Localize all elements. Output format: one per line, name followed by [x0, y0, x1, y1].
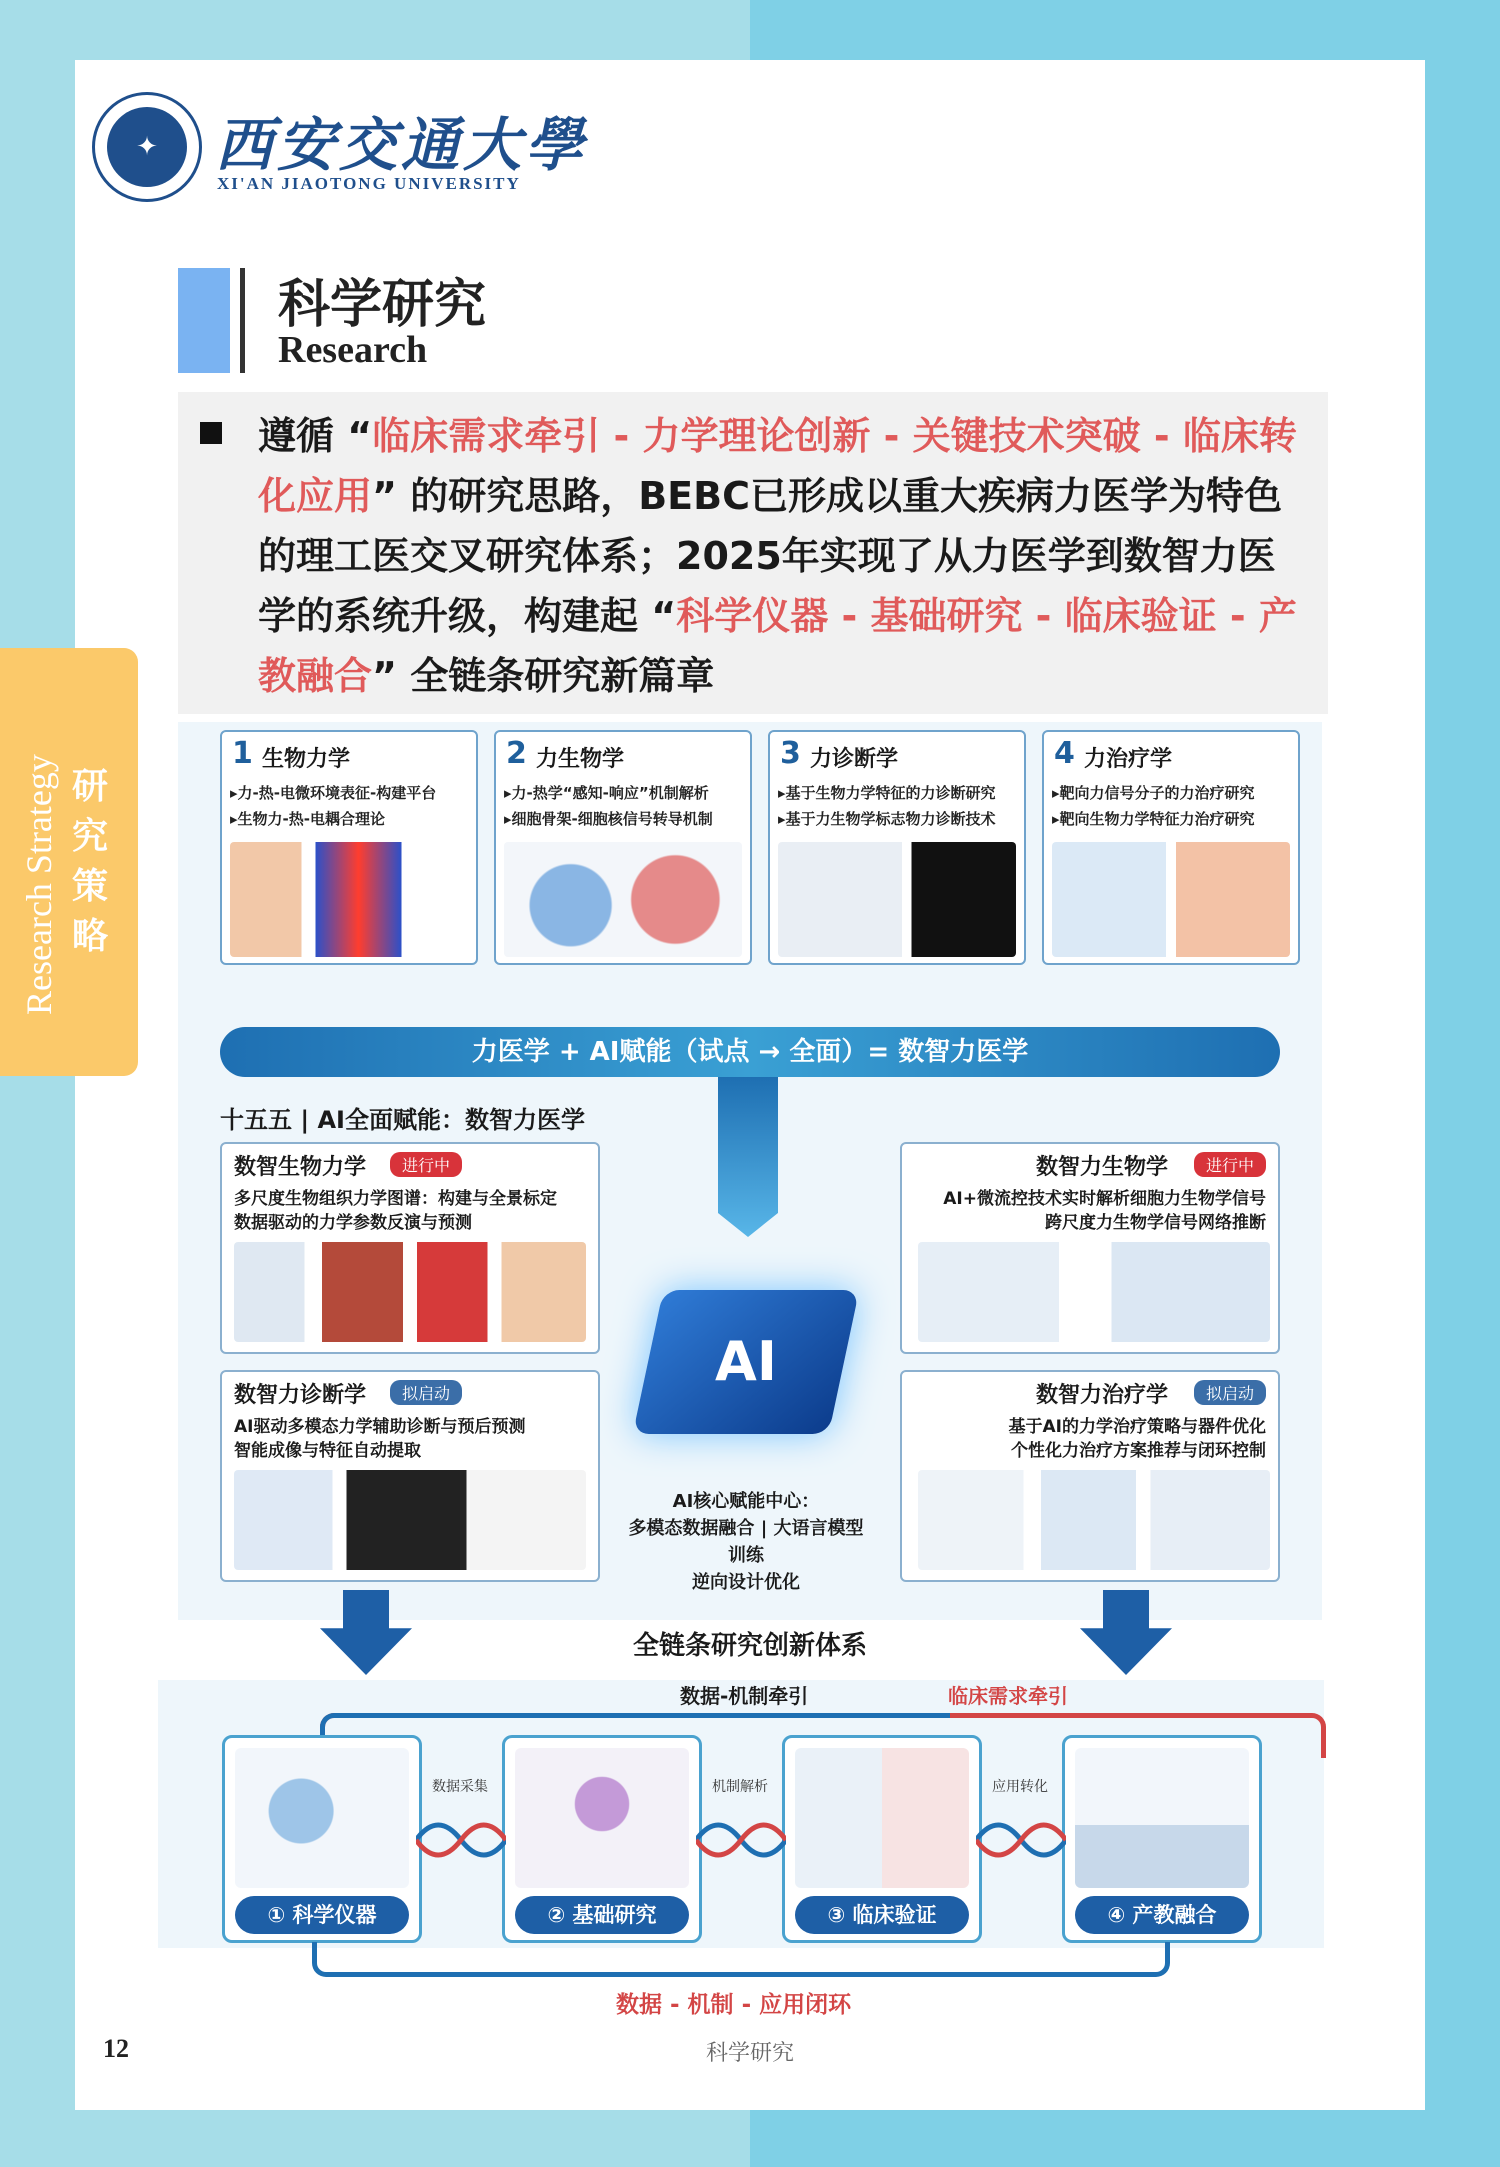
- ai-center-line: 多模态数据融合 | 大语言模型训练: [628, 1518, 864, 1566]
- transition-label: 机制解析: [712, 1779, 768, 1795]
- module-line: 智能成像与特征自动提取: [234, 1441, 421, 1461]
- intro-highlight-1: 临床需求牵引 - 力学理论创新 - 关键技术突破 - 临床转化应用: [258, 414, 1297, 518]
- module-digital-mechanobiology: [900, 1142, 1280, 1354]
- ai-chip-label: AI: [715, 1330, 777, 1393]
- chain-title: 全链条研究创新体系: [632, 1631, 867, 1661]
- university-emblem: [92, 92, 202, 202]
- diagnostic-device-illustration: [778, 842, 1016, 957]
- module-title: 数智力诊断学: [234, 1383, 367, 1408]
- ai-center-text: [628, 1488, 864, 1596]
- integration-banner: 力医学 + AI赋能（试点 → 全面）= 数智力医学: [220, 1027, 1280, 1077]
- ai-chip: [633, 1290, 860, 1434]
- module-digital-mechanodiagnosis: [220, 1370, 600, 1582]
- loop-closure-arrow: [312, 1942, 1170, 1977]
- status-badge: 拟启动: [1194, 1380, 1266, 1405]
- step-industry-education: [1062, 1735, 1262, 1943]
- card-line: ▸细胞骨架-细胞核信号转导机制: [504, 810, 713, 828]
- university-name-en: XI'AN JIAOTONG UNIVERSITY: [217, 174, 521, 193]
- card-line: ▸基于力生物学标志物力诊断技术: [778, 810, 996, 828]
- card-line: ▸靶向力信号分子的力治疗研究: [1052, 784, 1255, 802]
- step-instrument: [222, 1735, 422, 1943]
- status-badge: 进行中: [390, 1152, 462, 1177]
- clinical-icon: [795, 1748, 969, 1888]
- footer-section: 科学研究: [705, 2041, 794, 2066]
- emblem-icon: ✦: [107, 107, 187, 187]
- loop-label-closure: 数据 - 机制 - 应用闭环: [616, 1992, 852, 2018]
- card-mechanobiology: [494, 730, 752, 965]
- intro-highlight-2: 科学仪器 - 基础研究 - 临床验证 - 产教融合: [258, 594, 1297, 698]
- title-accent-bar: [178, 268, 230, 373]
- status-badge: 进行中: [1194, 1152, 1266, 1177]
- therapy-illustration: [1052, 842, 1290, 957]
- organ-illustration: [234, 1242, 586, 1342]
- flow-arrow-down: [718, 1077, 778, 1237]
- card-number: 3: [780, 736, 801, 771]
- card-line: ▸生物力-热-电耦合理论: [230, 810, 385, 828]
- rocket-factory-icon: [1075, 1748, 1249, 1888]
- ai-center-line: 逆向设计优化: [692, 1572, 800, 1593]
- card-biomechanics: [220, 730, 478, 965]
- section-title-en: Research: [278, 329, 428, 371]
- loop-label-data: 数据-机制牵引: [680, 1684, 809, 1708]
- module-title: 数智力生物学: [1035, 1155, 1168, 1180]
- wearable-therapy-illustration: [918, 1470, 1270, 1570]
- card-number: 2: [506, 736, 527, 771]
- side-tab-en: Research Strategy: [19, 754, 59, 1015]
- step-label: ④ 产教融合: [1075, 1896, 1249, 1934]
- title-divider: [240, 268, 245, 373]
- step-label: ① 科学仪器: [235, 1896, 409, 1934]
- card-title: 力生物学: [536, 747, 625, 772]
- module-line: 跨尺度力生物学信号网络推断: [1045, 1213, 1266, 1233]
- intro-text-1: 遵循 “: [258, 414, 373, 458]
- card-number: 1: [232, 736, 253, 771]
- module-line: 个性化力治疗方案推荐与闭环控制: [1011, 1441, 1266, 1461]
- step-clinical-validation: [782, 1735, 982, 1943]
- step-basic-research: [502, 1735, 702, 1943]
- card-line: ▸力-热-电微环境表征-构建平台: [230, 784, 437, 802]
- module-digital-biomechanics: [220, 1142, 600, 1354]
- strategy-infographic: [178, 722, 1322, 1620]
- intro-text-2: ” 的研究思路，BEBC已形成以重大疾病力医学为特色的理工医交叉研究体系；2025年实现了从力医学到数智力医学的系统升级，构建起 “: [258, 474, 1282, 638]
- step-label: ② 基础研究: [515, 1896, 689, 1934]
- intro-text-3: ” 全链条研究新篇章: [372, 654, 715, 698]
- dna-arrow-icon: [416, 1810, 506, 1870]
- card-title: 生物力学: [262, 747, 351, 772]
- card-title: 力诊断学: [810, 747, 899, 772]
- module-line: 基于AI的力学治疗策略与器件优化: [1008, 1417, 1266, 1437]
- module-line: 多尺度生物组织力学图谱：构建与全景标定: [234, 1189, 557, 1209]
- page-number: 12: [103, 2034, 129, 2063]
- card-mechanodiagnosis: [768, 730, 1026, 965]
- plan-heading: 十五五 | AI全面赋能：数智力医学: [220, 1106, 585, 1134]
- module-line: 数据驱动的力学参数反演与预测: [234, 1213, 472, 1233]
- module-title: 数智生物力学: [234, 1155, 367, 1180]
- ai-center-title: AI核心赋能中心：: [672, 1491, 820, 1512]
- module-digital-mechanotherapy: [900, 1370, 1280, 1582]
- network-illustration: [918, 1242, 1270, 1342]
- bullet-square-icon: [200, 422, 222, 444]
- microscope-icon: [235, 1748, 409, 1888]
- intro-box: [178, 392, 1328, 714]
- card-line: ▸基于生物力学特征的力诊断研究: [778, 784, 996, 802]
- dna-arrow-icon: [976, 1810, 1066, 1870]
- card-number: 4: [1054, 736, 1075, 771]
- intro-paragraph: [258, 406, 1308, 706]
- cell-illustration: [504, 842, 742, 957]
- status-badge: 拟启动: [390, 1380, 462, 1405]
- dna-arrow-icon: [696, 1810, 786, 1870]
- module-line: AI+微流控技术实时解析细胞力生物学信号: [943, 1189, 1266, 1209]
- card-line: ▸靶向生物力学特征力治疗研究: [1052, 810, 1255, 828]
- imaging-illustration: [234, 1470, 586, 1570]
- step-label: ③ 临床验证: [795, 1896, 969, 1934]
- loop-label-clinical: 临床需求牵引: [948, 1684, 1068, 1708]
- module-title: 数智力治疗学: [1035, 1383, 1168, 1408]
- tissue-heatmap-illustration: [230, 842, 468, 957]
- card-mechanotherapy: [1042, 730, 1300, 965]
- university-name-cn: 西安交通大學: [215, 111, 588, 179]
- module-line: AI驱动多模态力学辅助诊断与预后预测: [234, 1417, 526, 1437]
- card-title: 力治疗学: [1084, 747, 1173, 772]
- section-title-cn: 科学研究: [278, 275, 487, 335]
- side-tab-cn: 研究策略: [71, 766, 108, 957]
- transition-label: 数据采集: [432, 1779, 488, 1795]
- transition-label: 应用转化: [992, 1779, 1048, 1795]
- cells-icon: [515, 1748, 689, 1888]
- card-line: ▸力-热学“感知-响应”机制解析: [504, 784, 709, 802]
